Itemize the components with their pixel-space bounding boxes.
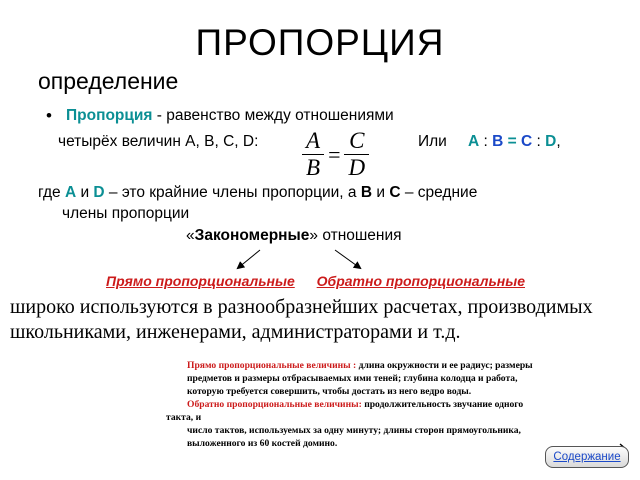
direct-proportional-link[interactable]: Прямо пропорциональные <box>106 273 295 289</box>
definition-text: - равенство между отношениями <box>152 107 394 124</box>
terms-explanation-line-2: члены пропорции <box>62 205 190 222</box>
ratio-eq: = <box>503 133 521 150</box>
relations-word: » отношения <box>309 227 402 244</box>
where-text-5: – средние <box>400 184 478 201</box>
page-title: ПРОПОРЦИЯ <box>195 22 445 63</box>
ratio-b: В <box>492 133 504 150</box>
ratio-sep-1: : <box>479 133 493 150</box>
regular-word: Закономерные <box>194 227 310 244</box>
ratio-c: С <box>521 133 533 150</box>
examples-direct-line-1 <box>187 360 533 371</box>
examples-inverse-line-2: число тактов, используемых за одну минуту; длины сторон прямоугольника, <box>187 425 521 436</box>
fraction-denominator-d: D <box>344 154 369 181</box>
examples-inverse-line-1 <box>187 399 523 410</box>
fraction-denominator-b: B <box>302 154 324 181</box>
contents-button[interactable] <box>545 446 629 468</box>
examples-direct-label: Прямо пропорциональные величины : <box>187 360 357 371</box>
where-text-1: где <box>38 184 65 201</box>
or-label: Или <box>418 133 447 150</box>
examples-direct-line-3: которую требуется совершить, чтобы достать из него ведро воды. <box>187 386 472 397</box>
definition-line-2: четырёх величин А, В, С, D: <box>58 133 259 150</box>
ratio-end: , <box>556 133 561 150</box>
where-c: С <box>389 184 401 201</box>
fraction-numerator-c: C <box>349 128 365 153</box>
examples-direct-text-1: длина окружности и ее радиус; размеры <box>356 360 533 371</box>
examples-inverse-line-1b: такта, и <box>166 412 202 423</box>
where-d: D <box>93 184 105 201</box>
where-text-3: – это крайние члены пропорции, а <box>104 184 361 201</box>
examples-inverse-line-3: выложенного из 60 костей домино. <box>187 438 338 449</box>
ratio-d: D <box>545 133 557 150</box>
examples-direct-line-2: предметов и размеры отбрасываемых ими теней; глубина колодца и работа, <box>187 373 518 384</box>
where-b: В <box>360 184 373 201</box>
fraction-numerator-a: A <box>306 128 321 153</box>
quote-open: « <box>186 227 195 244</box>
definition-term: Пропорция <box>66 107 153 124</box>
arrow-left <box>238 250 260 268</box>
where-text-2: и <box>76 184 94 201</box>
usage-line-2: школьниками, инженерами, администраторами и т.д. <box>10 321 461 343</box>
where-a: А <box>64 184 77 201</box>
examples-inverse-label: Обратно пропорциональные величины: <box>187 399 362 410</box>
proportion-kinds <box>106 273 525 289</box>
ratio-sep-2: : <box>532 133 546 150</box>
arrow-right <box>335 250 360 268</box>
fraction-equals: = <box>328 141 341 167</box>
ratio-a: А <box>468 133 480 150</box>
subtitle: определение <box>38 68 179 94</box>
inverse-proportional-link[interactable]: Обратно пропорциональные <box>316 273 525 289</box>
where-text-4: и <box>372 184 390 201</box>
contents-button-label: Содержание <box>553 451 621 463</box>
examples-inverse-text-1: продолжительность звучание одного <box>361 399 524 410</box>
bullet-marker: • <box>46 106 52 125</box>
usage-line-1: широко используются в разнообразнейших расчетах, производимых <box>10 296 593 318</box>
